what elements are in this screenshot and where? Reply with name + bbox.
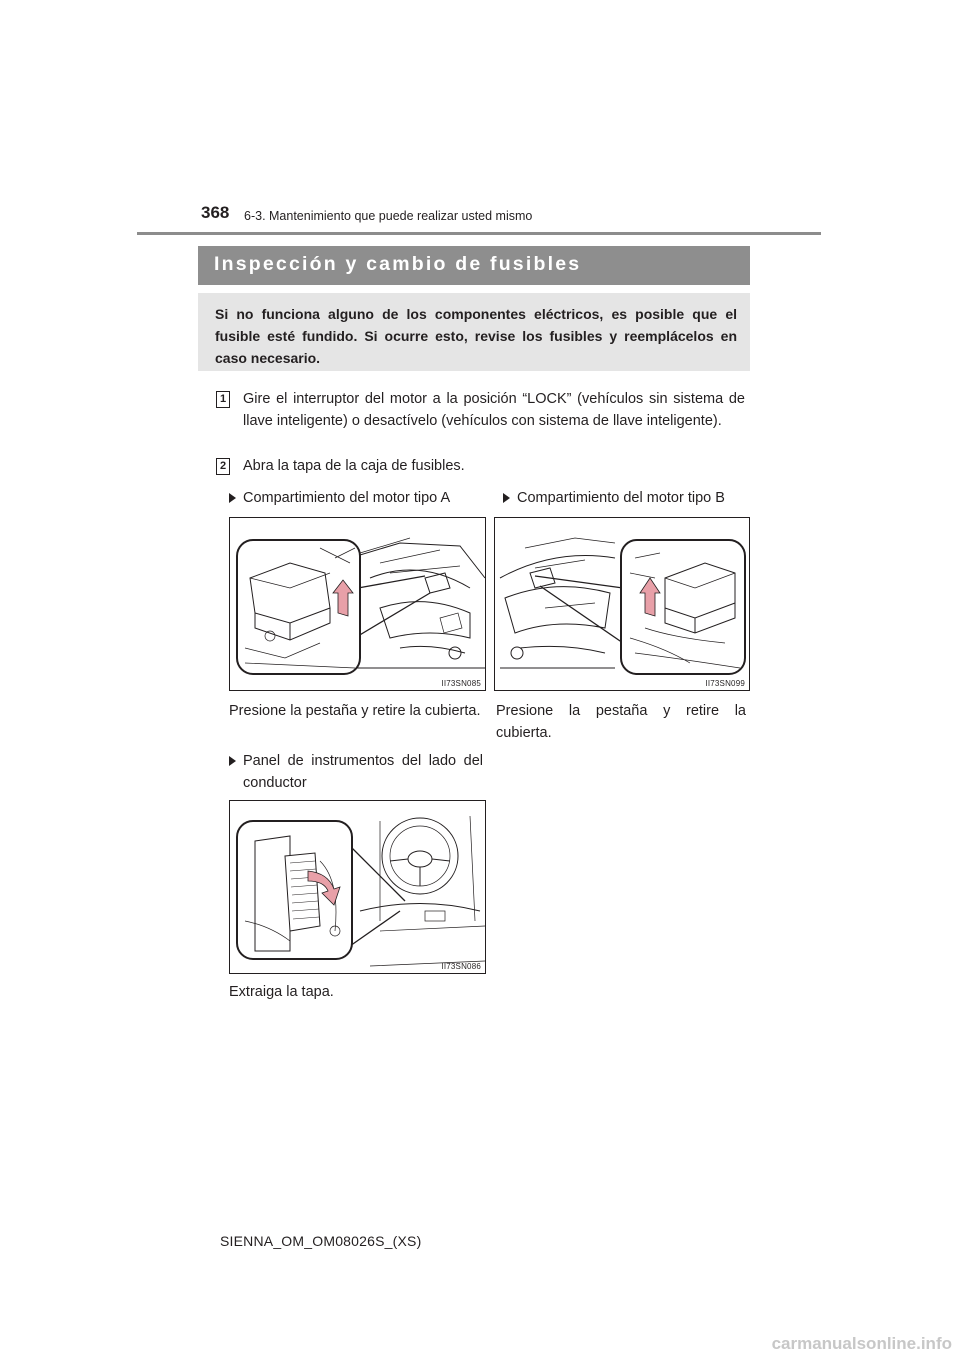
panel-b-caption: Presione la pestaña y retire la cubierta.	[496, 703, 746, 741]
figure-engine-type-a	[229, 517, 486, 691]
figure-instrument-panel	[229, 800, 486, 974]
step-text-2: Abra la tapa de la caja de fusibles.	[243, 458, 465, 474]
engine-compartment-a-illustration	[230, 518, 486, 691]
figure-code-b: II73SN099	[705, 679, 745, 688]
instrument-panel-illustration	[230, 801, 486, 974]
engine-compartment-b-illustration	[495, 518, 750, 691]
section-title-bar	[198, 246, 750, 285]
watermark: carmanualsonline.info	[771, 1334, 952, 1353]
panel-a-label: Compartimiento del motor tipo A	[243, 490, 451, 506]
panel-c-caption: Extraiga la tapa.	[229, 984, 334, 1000]
step-number-2: 2	[216, 458, 230, 475]
section-title: Inspección y cambio de fusibles	[214, 253, 582, 275]
step-number-1: 1	[216, 391, 230, 408]
panel-a-caption: Presione la pestaña y retire la cubierta.	[229, 703, 481, 719]
intro-box	[198, 293, 750, 371]
header-rule	[137, 232, 821, 235]
section-reference: 6-3. Mantenimiento que puede realizar usted mismo	[244, 209, 533, 223]
bullet-triangle-icon	[229, 756, 236, 766]
bullet-triangle-icon	[503, 493, 510, 503]
panel-b-label: Compartimiento del motor tipo B	[517, 490, 725, 506]
panel-c-label: Panel de instrumentos del lado del conductor	[243, 753, 483, 791]
figure-code-c: II73SN086	[441, 962, 481, 971]
step-text-1: Gire el interruptor del motor a la posición “LOCK” (vehículos sin sistema de llave inteligente) o desactívelo (vehículos con sistema de llave inteligente).	[243, 391, 745, 429]
footer-document-id: SIENNA_OM_OM08026S_(XS)	[220, 1233, 422, 1249]
figure-code-a: II73SN085	[441, 679, 481, 688]
page-number: 368	[201, 203, 230, 222]
intro-text: Si no funciona alguno de los componentes eléctricos, es posible que el fusible esté fundido. Si ocurre esto, revise los fusibles y reemplácelos en caso necesario.	[215, 306, 737, 366]
bullet-triangle-icon	[229, 493, 236, 503]
figure-engine-type-b	[494, 517, 750, 691]
